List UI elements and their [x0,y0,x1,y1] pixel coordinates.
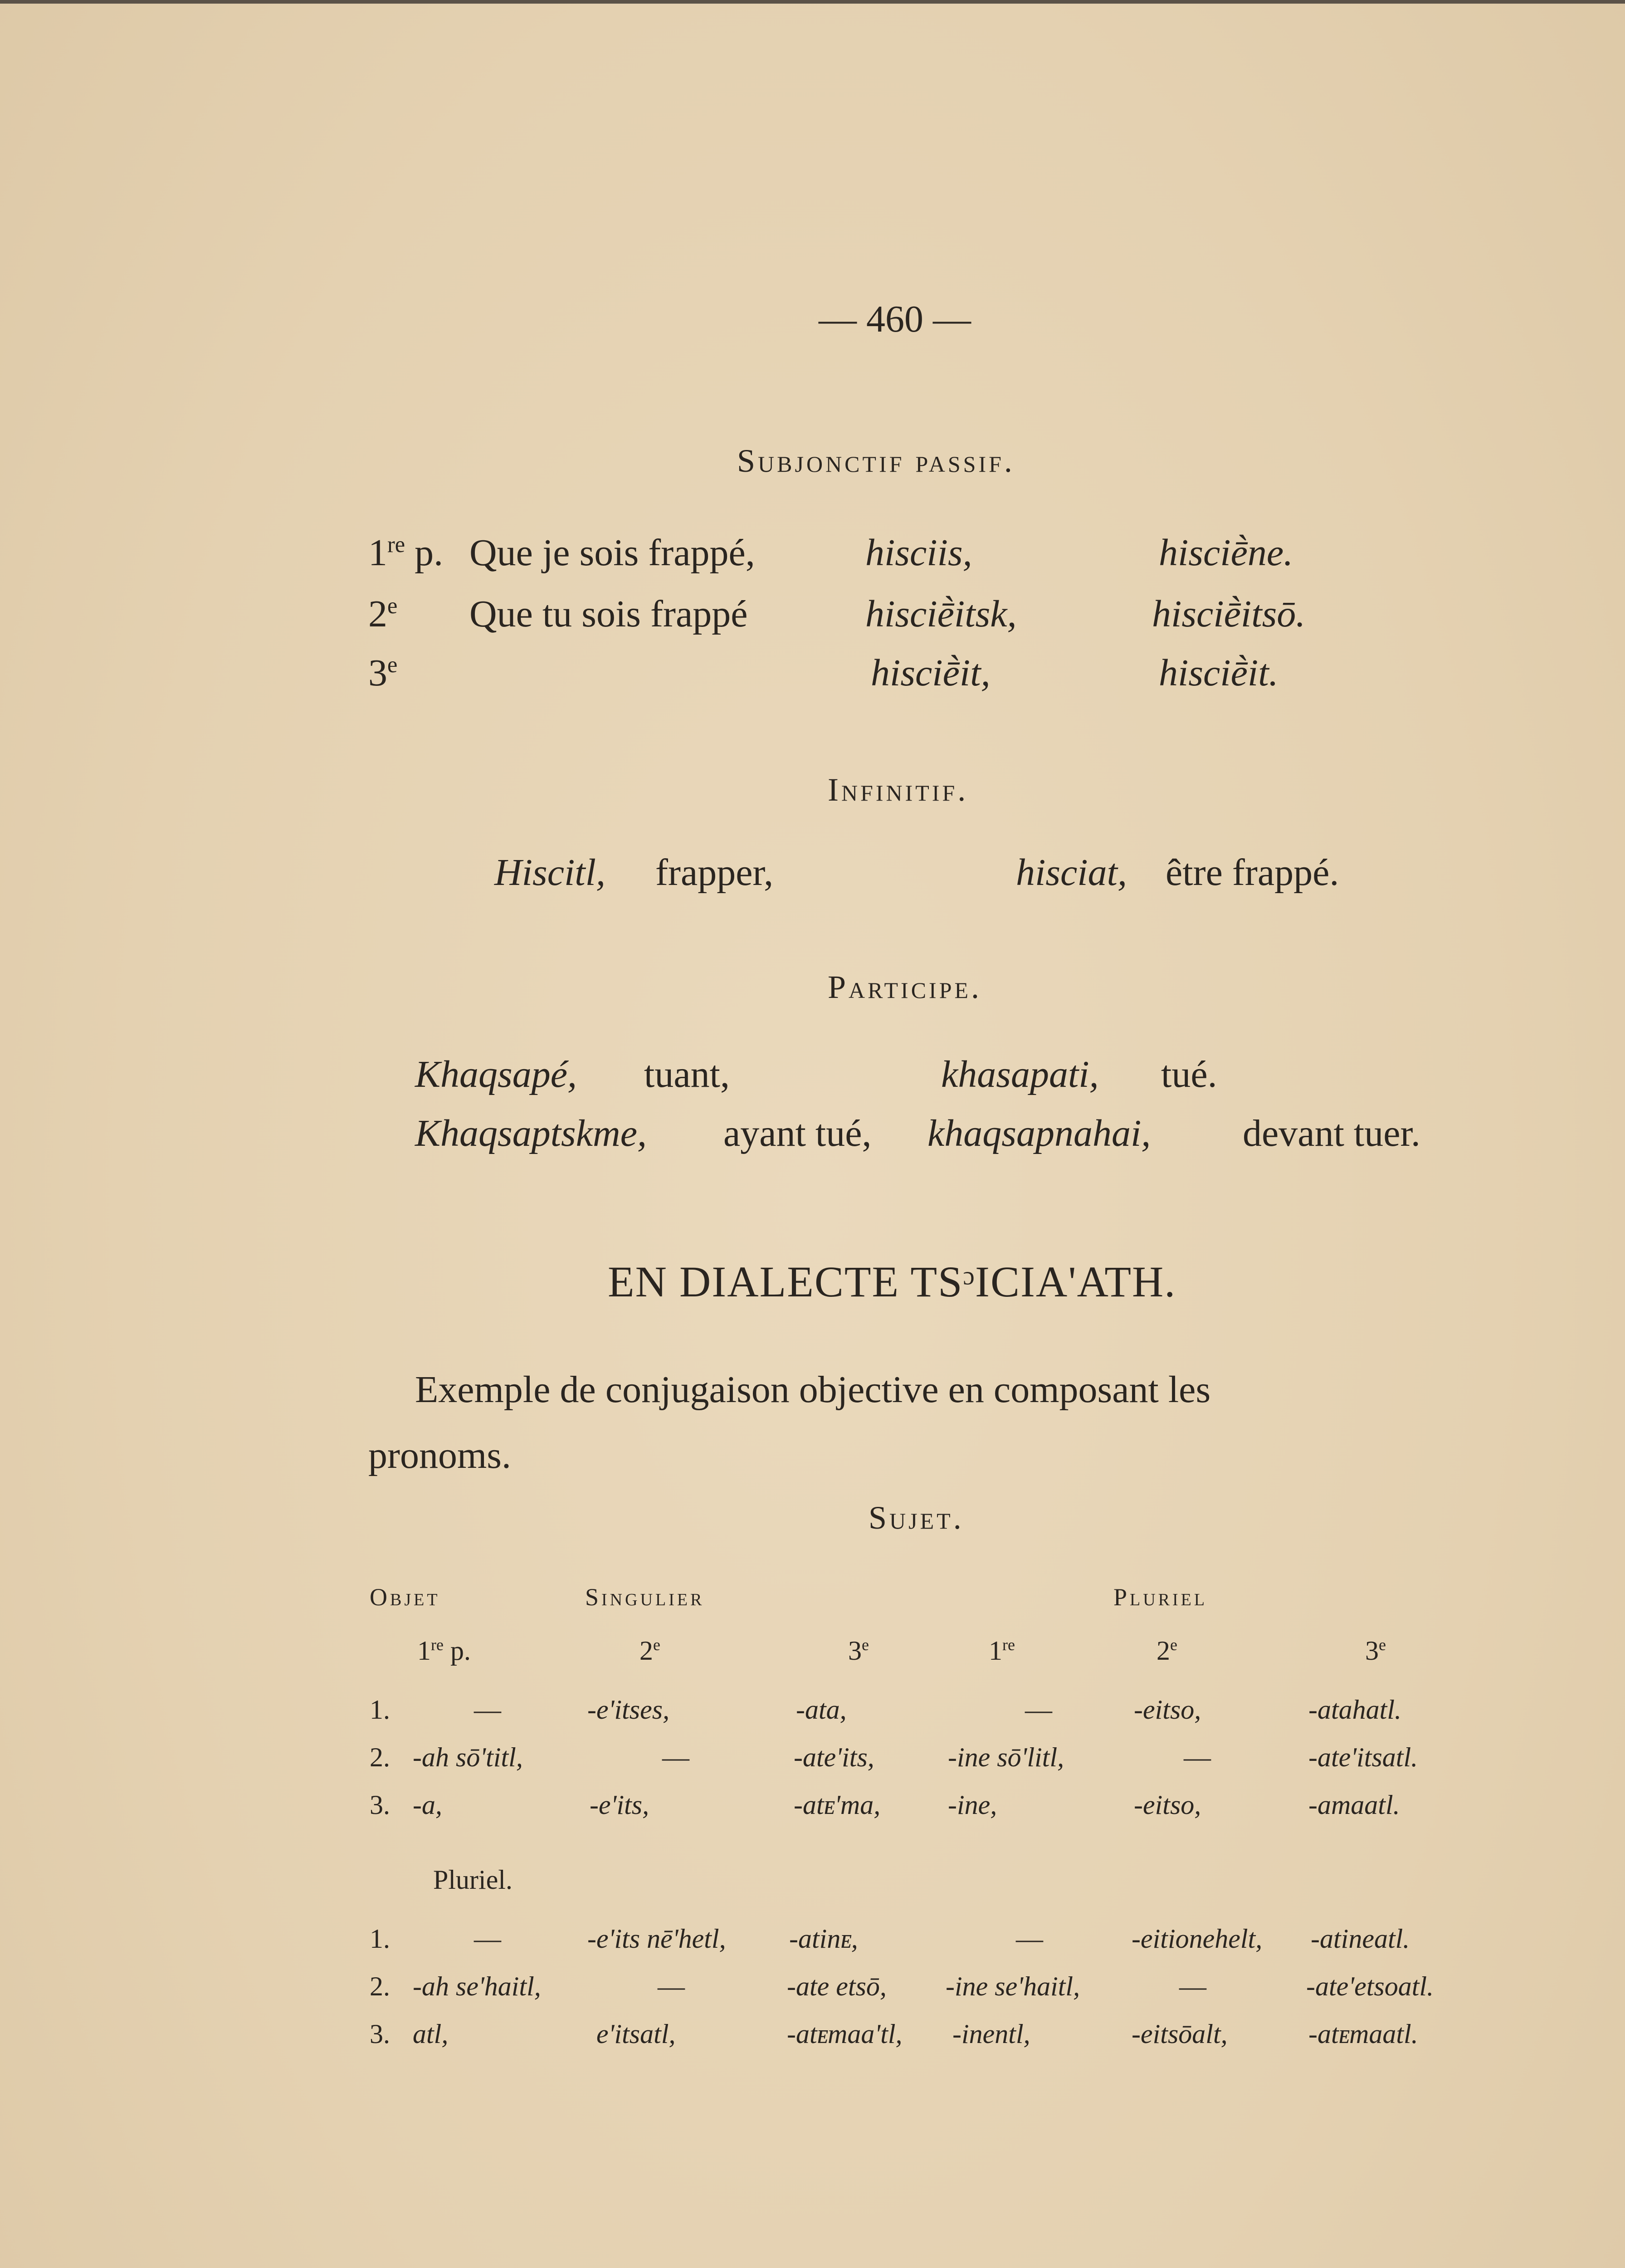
subj-plur-1: hisciḕne. [1159,532,1293,574]
table-cell: -atahatl. [1308,1695,1401,1725]
col-header-1: 1re p. [417,1636,471,1666]
subjonctif-heading: Subjonctif passif. [737,443,1015,479]
sujet-heading: Sujet. [869,1500,964,1536]
page-number: — 460 — [819,298,971,340]
subj-sing-2: hisciḕitsk, [865,593,1017,635]
table-cell: — [662,1742,689,1772]
infinitif-word-2: hisciat, [1016,851,1127,894]
table-cell: -atᴇ'ma, [794,1790,881,1820]
subj-plur-2: hisciḕitsō. [1152,593,1306,635]
subj-plur-3: hisciḕit. [1159,652,1279,694]
pluriel-label: Pluriel [1113,1584,1208,1611]
table-cell: 2. [370,1742,390,1772]
table-cell: -ate'etsoatl. [1306,1971,1434,2001]
table-cell: — [474,1695,501,1725]
table-cell: 2. [370,1971,390,2001]
table-cell: -atᴇmaa'tl, [787,2019,903,2049]
table-cell: -inentl, [952,2019,1030,2049]
table-cell: -eitionehelt, [1132,1924,1263,1954]
table-cell: 1. [370,1924,390,1954]
table-cell: -eitso, [1134,1695,1201,1725]
participe-heading: Participe. [828,969,982,1005]
participe-word-1: Khaqsapé, [415,1053,577,1095]
table-cell: — [474,1924,501,1954]
infinitif-word-1: Hiscitl, [494,851,605,894]
person-2: 2e [368,593,398,635]
intro-line-2: pronoms. [368,1434,511,1476]
participe-gloss-1: tuant, [644,1053,730,1095]
table-cell: -ata, [796,1695,847,1725]
subj-fr-2: Que tu sois frappé [469,593,748,635]
table-cell: -eitso, [1134,1790,1201,1820]
table-cell: — [1179,1971,1206,2001]
table-cell: e'itsatl, [596,2019,676,2049]
table-cell: 3. [370,2019,390,2049]
participe-gloss-2: tué. [1161,1053,1217,1095]
col-header-4: 1re [989,1636,1015,1666]
participe-word-2: khasapati, [941,1053,1099,1095]
table-cell: -eitsōalt, [1132,2019,1228,2049]
table-cell: atl, [413,2019,449,2049]
person-1: 1re p. [368,532,444,574]
infinitif-gloss-1: frapper, [655,851,774,894]
table-cell: -atinᴇ, [789,1924,858,1954]
infinitif-gloss-2: être frappé. [1166,851,1339,894]
table-cell: -atineatl. [1311,1924,1410,1954]
dialecte-title: EN DIALECTE TSᵓICIA'ATH. [608,1257,1176,1306]
table-cell: -a, [413,1790,442,1820]
table-cell: 3. [370,1790,390,1820]
participe-gloss-4: devant tuer. [1243,1112,1420,1154]
col-header-3: 3e [848,1636,869,1666]
table-cell: — [658,1971,685,2001]
table-cell: -ate etsō, [787,1971,887,2001]
table-cell: 1. [370,1695,390,1725]
intro-line-1: Exemple de conjugaison objective en composant les [415,1369,1211,1411]
table-cell: -ate'itsatl. [1308,1742,1418,1772]
table-cell: -ah sō'titl, [413,1742,523,1772]
col-header-5: 2e [1157,1636,1177,1666]
subj-sing-3: hisciḕit, [871,652,991,694]
table-cell: -atᴇmaatl. [1308,2019,1418,2049]
objet-label: Objet [370,1584,440,1611]
singulier-label: Singulier [585,1584,705,1611]
table-cell: -amaatl. [1308,1790,1400,1820]
infinitif-heading: Infinitif. [828,772,969,808]
table-cell: -e'its, [590,1790,649,1820]
page-edge [0,0,1625,4]
table-cell: -ine, [948,1790,997,1820]
participe-word-4: khaqsapnahai, [927,1112,1151,1154]
table-cell: -e'itses, [587,1695,670,1725]
table-cell: -ine sō'litl, [948,1742,1064,1772]
pluriel-subheading: Pluriel. [433,1865,512,1895]
col-header-2: 2e [639,1636,660,1666]
participe-word-3: Khaqsaptskme, [415,1112,647,1154]
table-cell: -ah se'haitl, [413,1971,541,2001]
table-cell: -ine se'haitl, [946,1971,1080,2001]
table-cell: -e'its nē'hetl, [587,1924,726,1954]
table-cell: — [1025,1695,1052,1725]
person-3: 3e [368,652,398,694]
subj-sing-1: hisciis, [865,532,972,574]
col-header-6: 3e [1365,1636,1386,1666]
table-cell: — [1016,1924,1043,1954]
table-cell: — [1184,1742,1211,1772]
participe-gloss-3: ayant tué, [723,1112,872,1154]
table-cell: -ate'its, [794,1742,874,1772]
subj-fr-1: Que je sois frappé, [469,532,755,574]
